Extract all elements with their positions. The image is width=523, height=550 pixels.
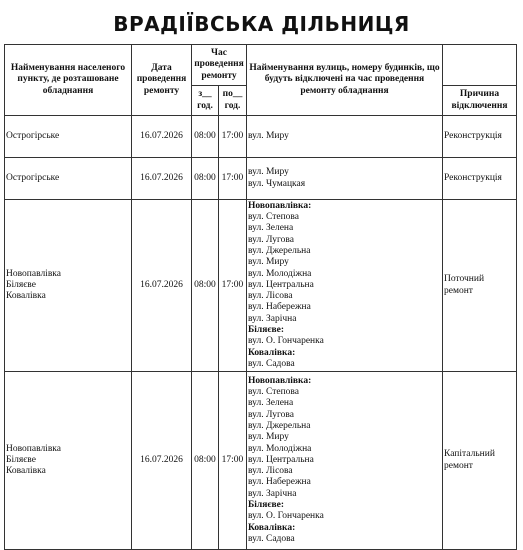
street-item: вул. Зелена <box>248 398 294 409</box>
time-from-cell: 08:00 <box>192 116 219 158</box>
settlement-name: Новопавлівка <box>6 443 61 454</box>
streets-cell <box>247 116 443 158</box>
date-cell: 16.07.2026 <box>132 158 192 200</box>
street-item: вул. О. Гончаренка <box>248 336 324 347</box>
settlement-name: Новопавлівка <box>6 268 61 279</box>
settlement-cell <box>5 200 132 372</box>
header-from: з__ год. <box>192 86 219 116</box>
street-item: вул. Миру <box>248 432 289 443</box>
streets-cell <box>247 372 443 550</box>
table-row <box>5 158 517 200</box>
street-item: вул. Садова <box>248 358 295 369</box>
street-item: вул. Степова <box>248 212 299 223</box>
street-item: вул. Центральна <box>248 454 314 465</box>
time-from-cell: 08:00 <box>192 372 219 550</box>
street-item: вул. Зелена <box>248 223 294 234</box>
header-settlement: Найменування населеного пункту, де розташоване обладнання <box>5 45 132 116</box>
header-to: по__ год. <box>219 86 247 116</box>
settlement-name: Ковалівка <box>6 466 46 477</box>
settlement-heading: Ковалівка: <box>248 522 296 533</box>
street-item: вул. Лісова <box>248 291 293 302</box>
header-date: Дата проведення ремонту <box>132 45 192 116</box>
street-item: вул. Набережна <box>248 302 311 313</box>
settlement-name: Біляєве <box>6 279 36 290</box>
street-item: вул. Джерельна <box>248 245 311 256</box>
settlement-heading: Біляєве: <box>248 500 285 511</box>
street-item: вул. Миру <box>248 167 289 178</box>
time-to-cell: 17:00 <box>219 116 247 158</box>
street-item: вул. Чумацкая <box>248 178 306 189</box>
street-item: вул. Зарічна <box>248 313 297 324</box>
settlement-heading: Біляєве: <box>248 325 285 336</box>
time-from-cell: 08:00 <box>192 158 219 200</box>
street-item: вул. Набережна <box>248 477 311 488</box>
date-cell: 16.07.2026 <box>132 116 192 158</box>
settlement-name: Ковалівка <box>6 291 46 302</box>
street-item: вул. Джерельна <box>248 420 311 431</box>
street-item: вул. Центральна <box>248 279 314 290</box>
street-item: вул. Лугова <box>248 409 294 420</box>
header-row <box>5 45 517 86</box>
time-to-cell: 17:00 <box>219 372 247 550</box>
table-row <box>5 200 517 372</box>
street-item: вул. Миру <box>248 130 289 141</box>
page-title: ВРАДІЇВСЬКА ДІЛЬНИЦЯ <box>113 12 410 36</box>
header-reason: Причина відключення <box>443 86 517 116</box>
settlement-heading: Новопавлівка: <box>248 375 312 386</box>
settlement-heading: Новопавлівка: <box>248 200 312 211</box>
table-row <box>5 116 517 158</box>
street-item: вул. Зарічна <box>248 488 297 499</box>
settlement-heading: Ковалівка: <box>248 347 296 358</box>
street-item: вул. Молодіжна <box>248 443 312 454</box>
street-item: вул. Лісова <box>248 466 293 477</box>
reason-cell: Реконструкція <box>443 158 517 200</box>
settlement-cell <box>5 372 132 550</box>
reason-cell: Капітальний ремонт <box>443 372 517 550</box>
street-item: вул. Молодіжна <box>248 268 312 279</box>
settlement-cell <box>5 158 132 200</box>
date-cell: 16.07.2026 <box>132 200 192 372</box>
settlement-name: Біляєве <box>6 454 36 465</box>
outage-schedule-table <box>4 44 517 550</box>
table-row <box>5 372 517 550</box>
table-body <box>5 116 517 550</box>
street-item: вул. О. Гончаренка <box>248 511 324 522</box>
street-item: вул. Лугова <box>248 234 294 245</box>
header-time: Час проведення ремонту <box>192 45 247 86</box>
date-cell: 16.07.2026 <box>132 372 192 550</box>
header-reason-top <box>443 45 517 86</box>
time-to-cell: 17:00 <box>219 200 247 372</box>
settlement-cell <box>5 116 132 158</box>
reason-cell: Поточний ремонт <box>443 200 517 372</box>
street-item: вул. Миру <box>248 257 289 268</box>
time-to-cell: 17:00 <box>219 158 247 200</box>
street-item: вул. Степова <box>248 387 299 398</box>
reason-cell: Реконструкція <box>443 116 517 158</box>
street-item: вул. Садова <box>248 533 295 544</box>
time-from-cell: 08:00 <box>192 200 219 372</box>
streets-cell <box>247 158 443 200</box>
streets-cell <box>247 200 443 372</box>
settlement-name: Острогірське <box>6 130 60 141</box>
header-streets: Найменування вулиць, номеру будинків, що будуть відключені на час проведення ремонту обладнання <box>247 45 443 116</box>
settlement-name: Острогірське <box>6 172 60 183</box>
